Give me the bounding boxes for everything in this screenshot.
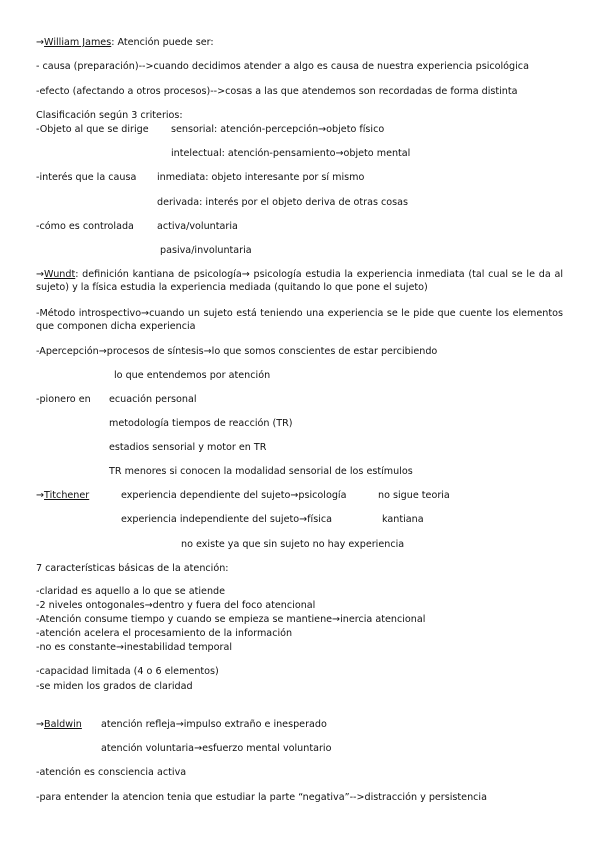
arrow-icon: → xyxy=(36,490,45,501)
titchener-no-existe: no existe ya que sin sujeto no hay experiencia xyxy=(181,539,405,550)
james-heading-rest: : Atención puede ser: xyxy=(111,37,214,48)
criterio-2-derivada: derivada: interés por el objeto deriva de otras cosas xyxy=(157,197,409,208)
caracteristica-item: -se miden los grados de claridad xyxy=(36,681,193,692)
arrow-icon: → xyxy=(36,719,45,730)
james-heading xyxy=(36,37,214,49)
james-efecto: -efecto (afectando a otros procesos)-->cosas a las que atendemos son recordadas de forma distinta xyxy=(36,86,518,97)
criterio-1-sensorial: sensorial: atención-percepción→objeto físico xyxy=(171,124,385,135)
caracteristica-item: -capacidad limitada (4 o 6 elementos) xyxy=(36,666,219,677)
titchener-dependiente: experiencia dependiente del sujeto→psicología xyxy=(121,490,347,501)
caracteristica-item: -Atención consume tiempo y cuando se empieza se mantiene→inercia atencional xyxy=(36,614,426,625)
caracteristica-item: -no es constante→inestabilidad temporal xyxy=(36,642,232,653)
criterio-3-label: -cómo es controlada xyxy=(36,221,134,232)
criterio-2-inmediata: inmediata: objeto interesante por sí mismo xyxy=(157,172,365,183)
wundt-pionero-item: ecuación personal xyxy=(109,394,197,405)
baldwin-voluntaria: atención voluntaria→esfuerzo mental voluntario xyxy=(101,743,332,754)
wundt-apercepcion: -Apercepción→procesos de síntesis→lo que somos conscientes de estar percibiendo xyxy=(36,346,438,357)
author-name-james: William James xyxy=(44,37,112,48)
criterio-1-label: -Objeto al que se dirige xyxy=(36,124,149,135)
arrow-icon: → xyxy=(36,37,45,48)
criterio-2-label: -interés que la causa xyxy=(36,172,137,183)
wundt-apercepcion-2: lo que entendemos por atención xyxy=(114,370,271,381)
caracteristica-item: -2 niveles ontogonales→dentro y fuera del foco atencional xyxy=(36,600,316,611)
caracteristicas-title: 7 características básicas de la atención: xyxy=(36,563,229,574)
criterio-1-intelectual: intelectual: atención-pensamiento→objeto mental xyxy=(171,148,411,159)
caracteristica-item: -claridad es aquello a lo que se atiende xyxy=(36,586,226,597)
titchener-independiente-note: kantiana xyxy=(382,514,424,525)
wundt-pionero-item: TR menores si conocen la modalidad sensorial de los estímulos xyxy=(109,466,413,477)
baldwin-heading xyxy=(36,719,82,731)
baldwin-refleja: atención refleja→impulso extraño e inesperado xyxy=(101,719,327,730)
wundt-definition-text: : definición kantiana de psicología→ psicología estudia la experiencia inmediata (tal cual se le da al sujeto) y la física estudia la experiencia mediada (quitando lo que pone el sujeto) xyxy=(36,269,563,293)
james-clasificacion: Clasificación según 3 criterios: xyxy=(36,110,183,121)
author-name-titchener: Titchener xyxy=(44,490,90,501)
titchener-independiente: experiencia independiente del sujeto→física xyxy=(121,514,333,525)
wundt-pionero-item: metodología tiempos de reacción (TR) xyxy=(109,418,293,429)
criterio-3-pasiva: pasiva/involuntaria xyxy=(160,245,252,256)
author-name-baldwin: Baldwin xyxy=(44,719,82,730)
titchener-dependiente-note: no sigue teoria xyxy=(378,490,450,501)
arrow-icon: → xyxy=(36,269,45,280)
baldwin-negativa: -para entender la atencion tenia que estudiar la parte “negativa”-->distracción y persistencia xyxy=(36,792,487,803)
titchener-heading xyxy=(36,490,89,502)
wundt-definition xyxy=(36,268,563,294)
caracteristica-item: -atención acelera el procesamiento de la información xyxy=(36,628,293,639)
james-causa: - causa (preparación)-->cuando decidimos atender a algo es causa de nuestra experiencia psicológica xyxy=(36,61,529,72)
wundt-pionero-label: -pionero en xyxy=(36,394,91,405)
wundt-pionero-item: estadios sensorial y motor en TR xyxy=(109,442,267,453)
criterio-3-activa: activa/voluntaria xyxy=(157,221,238,232)
wundt-metodo: -Método introspectivo→cuando un sujeto está teniendo una experiencia se le pide que cuente los elementos que componen dicha experiencia xyxy=(36,308,563,332)
author-name-wundt: Wundt xyxy=(44,269,76,280)
baldwin-consciencia: -atención es consciencia activa xyxy=(36,767,187,778)
